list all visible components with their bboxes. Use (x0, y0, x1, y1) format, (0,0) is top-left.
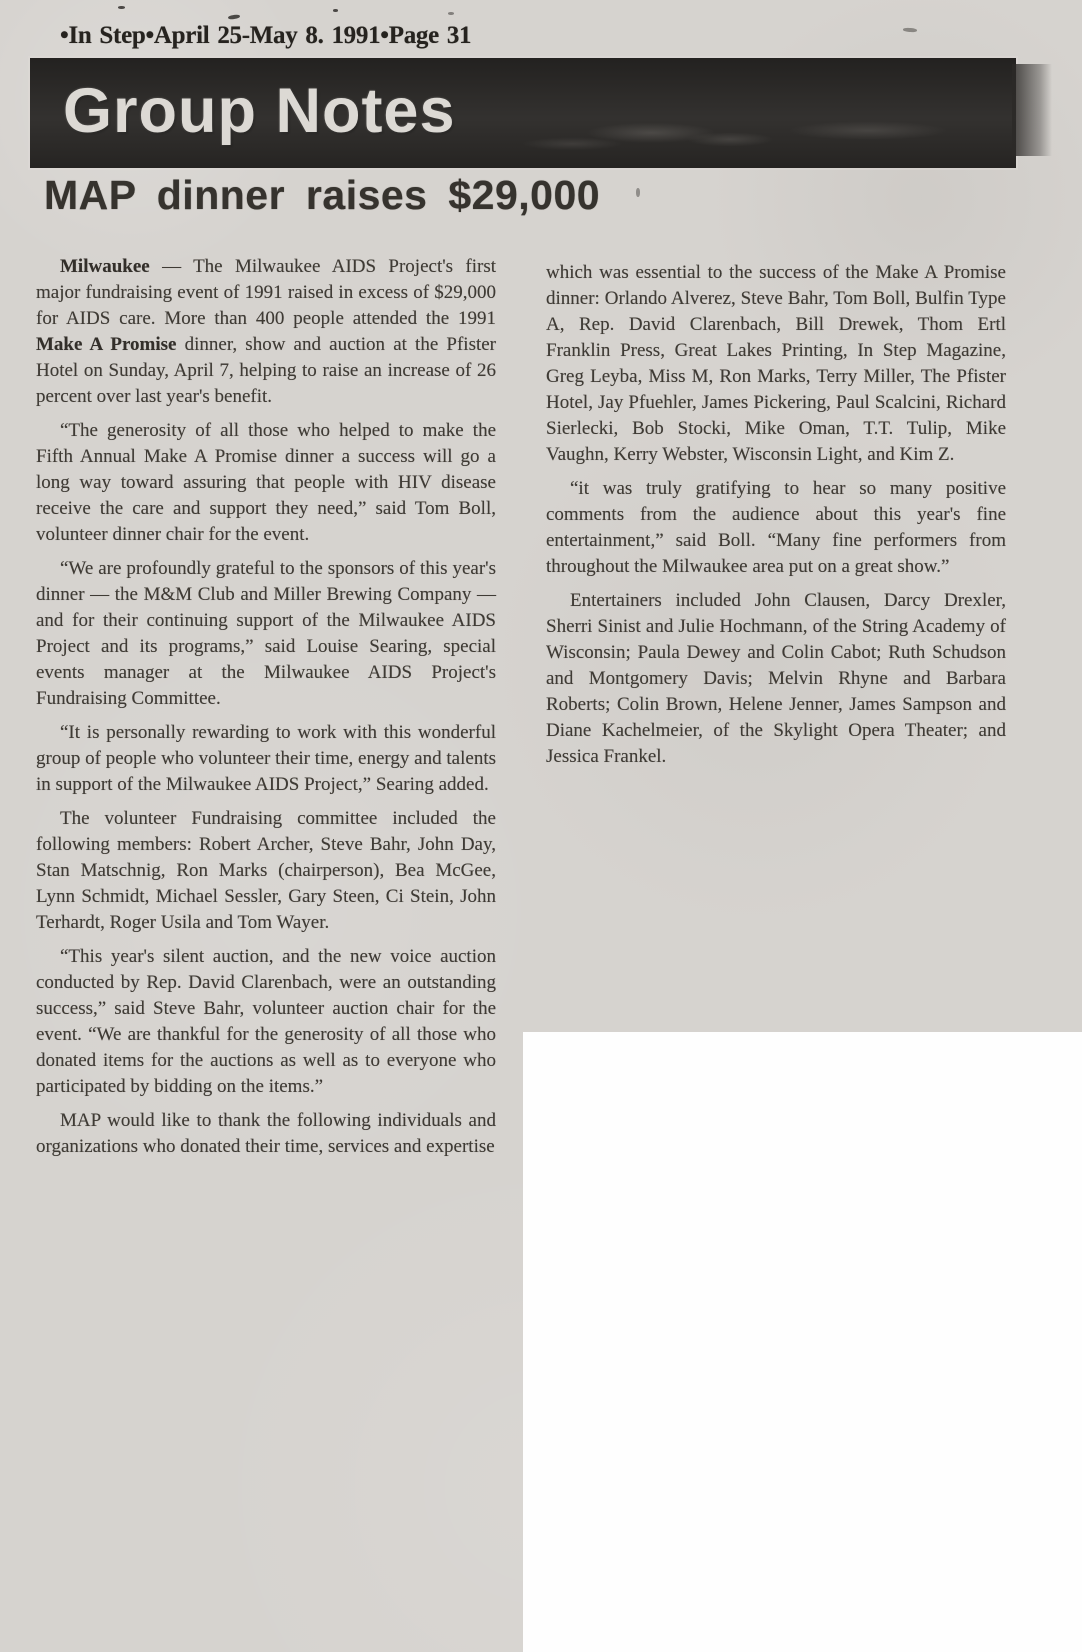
article-headline: MAP dinner raises $29,000 (44, 172, 601, 218)
text-run: — The Milwaukee AIDS Project's first major fundraising event of 1991 raised in excess of $29,000 for AIDS care. More than 400 people attended the 1991 (36, 256, 496, 329)
article-paragraph (546, 476, 1006, 580)
scan-speck (228, 14, 240, 20)
article-paragraph (36, 720, 496, 798)
text-run: The volunteer Fundraising committee included the following members: Robert Archer, Steve Bahr, John Day, Stan Matschnig, Ron Marks (chairperson), Bea McGee, Lynn Schmidt, Michael Sessler, Gary Steen, Ci Stein, John Terhardt, Roger Usila and Tom Wayer. (36, 808, 496, 933)
text-run: “it was truly gratifying to hear so many positive comments from the audience about this year's fine entertainment,” said Boll. “Many fine performers from throughout the Milwaukee area put on a great show.” (546, 478, 1006, 577)
text-run: “We are profoundly grateful to the sponsors of this year's dinner — the M&M Club and Miller Brewing Company — and for their continuing support of the Milwaukee AIDS Project and its programs,” said Louise Searing, special events manager at the Milwaukee AIDS Project's Fundraising Committee. (36, 558, 496, 709)
article-paragraph (36, 254, 496, 410)
article-paragraph (36, 944, 496, 1100)
scan-speck (636, 188, 640, 197)
article-paragraph (36, 556, 496, 712)
scan-speck (448, 12, 454, 15)
blank-region (523, 1032, 1082, 1652)
article-paragraph (546, 260, 1006, 468)
article-column-left (36, 254, 496, 1160)
text-run: MAP would like to thank the following individuals and organizations who donated their time, services and expertise (36, 1110, 496, 1157)
text-run: Entertainers included John Clausen, Darcy Drexler, Sherri Sinist and Julie Hochmann, of the String Academy of Wisconsin; Paula Dewey and Colin Cabot; Ruth Schudson and Montgomery Davis; Melvin Rhyne and Barbara Roberts; Colin Brown, Helene Jenner, James Sampson and Diane Kachelmeier, of the Skylight Opera Theater; and Jessica Frankel. (546, 590, 1006, 767)
article-paragraph (36, 806, 496, 936)
text-run: which was essential to the success of the Make A Promise dinner: Orlando Alverez, Steve Bahr, Tom Boll, Bulfin Type A, Rep. David Clarenbach, Bill Drewek, Thom Ertl Franklin Press, Great Lakes Printing, In Step Magazine, Greg Leyba, Miss M, Ron Marks, Terry Miller, The Pfister Hotel, Jay Pfuehler, James Pickering, Paul Scalcini, Richard Sierlecki, Bob Stocki, Mike Oman, T.T. Tulip, Mike Vaughn, Kerry Webster, Wisconsin Light, and Kim Z. (546, 262, 1006, 465)
article-paragraph (36, 418, 496, 548)
bold-run: Make A Promise (36, 334, 177, 355)
article-paragraph (546, 588, 1006, 770)
text-run: “This year's silent auction, and the new voice auction conducted by Rep. David Clarenbach, were an outstanding success,” said Steve Bahr, volunteer auction chair for the event. “We are thankful for the generosity of all those who donated items for the auctions as well as to everyone who participated by bidding on the items.” (36, 946, 496, 1097)
text-run: dinner, show and auction at the Pfister Hotel on Sunday, April 7, helping to raise an increase of 26 percent over last year's benefit. (36, 334, 497, 407)
scan-speck (118, 6, 125, 9)
section-banner (30, 58, 1016, 168)
scan-speck (903, 28, 917, 33)
article-paragraph (36, 1108, 496, 1160)
text-run: “The generosity of all those who helped to make the Fifth Annual Make A Promise dinner a success will go a long way toward assuring that people with HIV disease receive the care and support they need,” said Tom Boll, volunteer dinner chair for the event. (36, 420, 496, 545)
article-column-right (546, 260, 1006, 770)
bold-run: Milwaukee (60, 256, 150, 277)
masthead-dateline: •In Step•April 25-May 8. 1991•Page 31 (60, 22, 472, 49)
text-run: “It is personally rewarding to work with this wonderful group of people who volunteer their time, energy and talents in support of the Milwaukee AIDS Project,” Searing added. (36, 722, 496, 795)
section-banner-title: Group Notes (63, 76, 456, 146)
scan-speck (333, 9, 338, 12)
